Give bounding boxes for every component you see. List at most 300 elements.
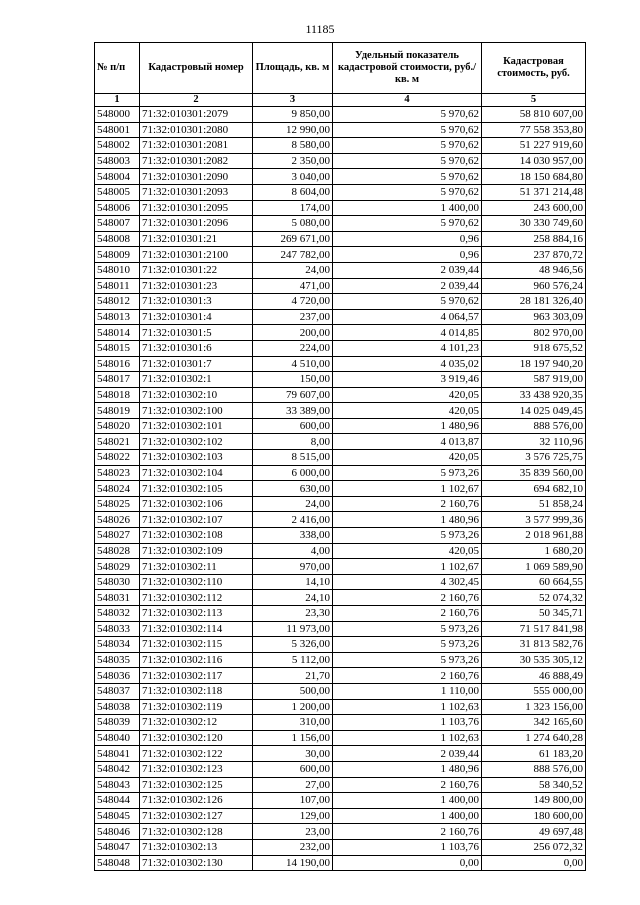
area-value: 11 973,00 <box>253 621 333 637</box>
cadastral-number: 71:32:010302:106 <box>140 496 253 512</box>
header-unit-value: Удельный показатель кадастровой стоимости, руб./кв. м <box>333 43 482 94</box>
row-number: 548019 <box>95 403 140 419</box>
row-number: 548039 <box>95 715 140 731</box>
unit-value: 4 064,57 <box>333 309 482 325</box>
table-row <box>95 200 586 216</box>
area-value: 310,00 <box>253 715 333 731</box>
row-number: 548026 <box>95 512 140 528</box>
cadastral-value: 51 858,24 <box>482 496 586 512</box>
unit-value: 5 973,26 <box>333 465 482 481</box>
table-row <box>95 169 586 185</box>
cadastral-number: 71:32:010302:100 <box>140 403 253 419</box>
table-row <box>95 247 586 263</box>
table-row <box>95 465 586 481</box>
cadastral-value: 48 946,56 <box>482 262 586 278</box>
cadastral-value: 802 970,00 <box>482 325 586 341</box>
unit-value: 2 160,76 <box>333 606 482 622</box>
area-value: 8,00 <box>253 434 333 450</box>
table-row <box>95 621 586 637</box>
cadastral-number: 71:32:010302:125 <box>140 777 253 793</box>
cadastral-value: 49 697,48 <box>482 824 586 840</box>
row-number: 548031 <box>95 590 140 606</box>
unit-value: 420,05 <box>333 387 482 403</box>
area-value: 107,00 <box>253 793 333 809</box>
cadastral-number: 71:32:010302:13 <box>140 839 253 855</box>
table-row <box>95 761 586 777</box>
table-row <box>95 606 586 622</box>
cadastral-value: 3 577 999,36 <box>482 512 586 528</box>
unit-value: 5 973,26 <box>333 528 482 544</box>
table-body <box>95 107 586 871</box>
cadastral-value: 18 150 684,80 <box>482 169 586 185</box>
table-row <box>95 652 586 668</box>
row-number: 548022 <box>95 450 140 466</box>
row-number: 548048 <box>95 855 140 871</box>
row-number: 548017 <box>95 372 140 388</box>
cadastral-value: 32 110,96 <box>482 434 586 450</box>
cadastral-table <box>94 42 586 871</box>
area-value: 2 350,00 <box>253 153 333 169</box>
table-row <box>95 481 586 497</box>
area-value: 24,00 <box>253 262 333 278</box>
table-row <box>95 559 586 575</box>
row-number: 548043 <box>95 777 140 793</box>
row-number: 548035 <box>95 652 140 668</box>
cadastral-number: 71:32:010301:6 <box>140 340 253 356</box>
area-value: 23,30 <box>253 606 333 622</box>
cadastral-value: 30 535 305,12 <box>482 652 586 668</box>
cadastral-number: 71:32:010301:2095 <box>140 200 253 216</box>
area-value: 247 782,00 <box>253 247 333 263</box>
area-value: 9 850,00 <box>253 107 333 123</box>
table-row <box>95 122 586 138</box>
cadastral-number: 71:32:010301:2081 <box>140 138 253 154</box>
unit-value: 5 970,62 <box>333 169 482 185</box>
table-row <box>95 808 586 824</box>
row-number: 548023 <box>95 465 140 481</box>
cadastral-number: 71:32:010301:2100 <box>140 247 253 263</box>
cadastral-value: 51 227 919,60 <box>482 138 586 154</box>
cadastral-number: 71:32:010301:23 <box>140 278 253 294</box>
cadastral-value: 18 197 940,20 <box>482 356 586 372</box>
area-value: 129,00 <box>253 808 333 824</box>
area-value: 600,00 <box>253 761 333 777</box>
cadastral-value: 960 576,24 <box>482 278 586 294</box>
table-row <box>95 683 586 699</box>
area-value: 24,00 <box>253 496 333 512</box>
cadastral-value: 258 884,16 <box>482 231 586 247</box>
area-value: 4 720,00 <box>253 294 333 310</box>
cadastral-number: 71:32:010302:130 <box>140 855 253 871</box>
unit-value: 5 970,62 <box>333 153 482 169</box>
table-row <box>95 278 586 294</box>
unit-value: 1 400,00 <box>333 793 482 809</box>
unit-value: 0,96 <box>333 231 482 247</box>
cadastral-number: 71:32:010302:119 <box>140 699 253 715</box>
table-row <box>95 746 586 762</box>
unit-value: 4 101,23 <box>333 340 482 356</box>
area-value: 224,00 <box>253 340 333 356</box>
cadastral-value: 694 682,10 <box>482 481 586 497</box>
row-number: 548010 <box>95 262 140 278</box>
table-row <box>95 403 586 419</box>
cadastral-number: 71:32:010302:109 <box>140 543 253 559</box>
unit-value: 2 160,76 <box>333 824 482 840</box>
row-number: 548028 <box>95 543 140 559</box>
unit-value: 2 039,44 <box>333 746 482 762</box>
cadastral-number: 71:32:010302:105 <box>140 481 253 497</box>
cadastral-number: 71:32:010302:104 <box>140 465 253 481</box>
cadastral-number: 71:32:010302:127 <box>140 808 253 824</box>
table-row <box>95 216 586 232</box>
cadastral-number: 71:32:010302:103 <box>140 450 253 466</box>
unit-value: 4 035,02 <box>333 356 482 372</box>
row-number: 548030 <box>95 574 140 590</box>
unit-value: 1 480,96 <box>333 761 482 777</box>
area-value: 8 604,00 <box>253 184 333 200</box>
unit-value: 1 103,76 <box>333 839 482 855</box>
row-number: 548027 <box>95 528 140 544</box>
cadastral-number: 71:32:010302:115 <box>140 637 253 653</box>
table-row <box>95 138 586 154</box>
column-number: 2 <box>140 94 253 107</box>
unit-value: 5 970,62 <box>333 184 482 200</box>
area-value: 30,00 <box>253 746 333 762</box>
cadastral-value: 14 030 957,00 <box>482 153 586 169</box>
row-number: 548033 <box>95 621 140 637</box>
cadastral-number: 71:32:010301:5 <box>140 325 253 341</box>
row-number: 548007 <box>95 216 140 232</box>
cadastral-number: 71:32:010302:112 <box>140 590 253 606</box>
cadastral-value: 3 576 725,75 <box>482 450 586 466</box>
row-number: 548047 <box>95 839 140 855</box>
header-row <box>95 43 586 94</box>
cadastral-value: 888 576,00 <box>482 418 586 434</box>
table-row <box>95 699 586 715</box>
table-row <box>95 387 586 403</box>
table-row <box>95 340 586 356</box>
area-value: 5 326,00 <box>253 637 333 653</box>
table-row <box>95 730 586 746</box>
row-number: 548001 <box>95 122 140 138</box>
area-value: 14,10 <box>253 574 333 590</box>
area-value: 8 515,00 <box>253 450 333 466</box>
cadastral-value: 33 438 920,35 <box>482 387 586 403</box>
row-number: 548004 <box>95 169 140 185</box>
table-row <box>95 668 586 684</box>
row-number: 548041 <box>95 746 140 762</box>
area-value: 5 080,00 <box>253 216 333 232</box>
row-number: 548006 <box>95 200 140 216</box>
table-row <box>95 262 586 278</box>
row-number: 548000 <box>95 107 140 123</box>
cadastral-number: 71:32:010302:110 <box>140 574 253 590</box>
cadastral-value: 1 323 156,00 <box>482 699 586 715</box>
cadastral-number: 71:32:010302:116 <box>140 652 253 668</box>
cadastral-value: 2 018 961,88 <box>482 528 586 544</box>
area-value: 4,00 <box>253 543 333 559</box>
cadastral-value: 180 600,00 <box>482 808 586 824</box>
cadastral-value: 30 330 749,60 <box>482 216 586 232</box>
area-value: 23,00 <box>253 824 333 840</box>
cadastral-number: 71:32:010302:113 <box>140 606 253 622</box>
unit-value: 1 102,63 <box>333 699 482 715</box>
unit-value: 5 970,62 <box>333 122 482 138</box>
table-row <box>95 356 586 372</box>
cadastral-value: 963 303,09 <box>482 309 586 325</box>
cadastral-value: 61 183,20 <box>482 746 586 762</box>
header-number: № п/п <box>95 43 140 94</box>
cadastral-number: 71:32:010301:4 <box>140 309 253 325</box>
column-number: 3 <box>253 94 333 107</box>
area-value: 21,70 <box>253 668 333 684</box>
table-row <box>95 590 586 606</box>
cadastral-number: 71:32:010302:10 <box>140 387 253 403</box>
cadastral-value: 71 517 841,98 <box>482 621 586 637</box>
table-row <box>95 309 586 325</box>
table-row <box>95 231 586 247</box>
unit-value: 2 160,76 <box>333 590 482 606</box>
area-value: 1 200,00 <box>253 699 333 715</box>
row-number: 548005 <box>95 184 140 200</box>
cadastral-number: 71:32:010302:123 <box>140 761 253 777</box>
cadastral-value: 243 600,00 <box>482 200 586 216</box>
cadastral-number: 71:32:010302:11 <box>140 559 253 575</box>
cadastral-value: 58 810 607,00 <box>482 107 586 123</box>
unit-value: 2 160,76 <box>333 496 482 512</box>
cadastral-value: 149 800,00 <box>482 793 586 809</box>
area-value: 174,00 <box>253 200 333 216</box>
area-value: 600,00 <box>253 418 333 434</box>
cadastral-number: 71:32:010301:21 <box>140 231 253 247</box>
unit-value: 2 160,76 <box>333 668 482 684</box>
unit-value: 5 970,62 <box>333 138 482 154</box>
unit-value: 2 039,44 <box>333 262 482 278</box>
cadastral-value: 1 274 640,28 <box>482 730 586 746</box>
area-value: 338,00 <box>253 528 333 544</box>
unit-value: 4 013,87 <box>333 434 482 450</box>
area-value: 6 000,00 <box>253 465 333 481</box>
area-value: 12 990,00 <box>253 122 333 138</box>
table-row <box>95 153 586 169</box>
unit-value: 1 400,00 <box>333 200 482 216</box>
cadastral-value: 50 345,71 <box>482 606 586 622</box>
table-row <box>95 777 586 793</box>
cadastral-number: 71:32:010301:2082 <box>140 153 253 169</box>
cadastral-value: 51 371 214,48 <box>482 184 586 200</box>
row-number: 548032 <box>95 606 140 622</box>
table-row <box>95 418 586 434</box>
unit-value: 2 039,44 <box>333 278 482 294</box>
column-number: 5 <box>482 94 586 107</box>
unit-value: 1 110,00 <box>333 683 482 699</box>
cadastral-number: 71:32:010302:108 <box>140 528 253 544</box>
row-number: 548036 <box>95 668 140 684</box>
row-number: 548040 <box>95 730 140 746</box>
cadastral-number: 71:32:010302:126 <box>140 793 253 809</box>
table-row <box>95 184 586 200</box>
cadastral-value: 35 839 560,00 <box>482 465 586 481</box>
cadastral-number: 71:32:010302:102 <box>140 434 253 450</box>
cadastral-value: 28 181 326,40 <box>482 294 586 310</box>
cadastral-value: 1 069 589,90 <box>482 559 586 575</box>
cadastral-value: 52 074,32 <box>482 590 586 606</box>
header-area: Площадь, кв. м <box>253 43 333 94</box>
row-number: 548011 <box>95 278 140 294</box>
unit-value: 1 102,67 <box>333 559 482 575</box>
table-row <box>95 574 586 590</box>
row-number: 548013 <box>95 309 140 325</box>
column-number: 1 <box>95 94 140 107</box>
table-row <box>95 855 586 871</box>
row-number: 548029 <box>95 559 140 575</box>
unit-value: 3 919,46 <box>333 372 482 388</box>
cadastral-number: 71:32:010301:7 <box>140 356 253 372</box>
table-row <box>95 294 586 310</box>
unit-value: 4 302,45 <box>333 574 482 590</box>
unit-value: 0,00 <box>333 855 482 871</box>
unit-value: 2 160,76 <box>333 777 482 793</box>
area-value: 150,00 <box>253 372 333 388</box>
cadastral-number: 71:32:010302:117 <box>140 668 253 684</box>
unit-value: 420,05 <box>333 403 482 419</box>
table-row <box>95 793 586 809</box>
cadastral-value: 555 000,00 <box>482 683 586 699</box>
area-value: 471,00 <box>253 278 333 294</box>
unit-value: 5 973,26 <box>333 652 482 668</box>
unit-value: 1 103,76 <box>333 715 482 731</box>
cadastral-number: 71:32:010301:2096 <box>140 216 253 232</box>
cadastral-number: 71:32:010301:2090 <box>140 169 253 185</box>
cadastral-value: 46 888,49 <box>482 668 586 684</box>
row-number: 548044 <box>95 793 140 809</box>
area-value: 237,00 <box>253 309 333 325</box>
row-number: 548003 <box>95 153 140 169</box>
row-number: 548037 <box>95 683 140 699</box>
table-row <box>95 528 586 544</box>
cadastral-value: 77 558 353,80 <box>482 122 586 138</box>
area-value: 33 389,00 <box>253 403 333 419</box>
area-value: 5 112,00 <box>253 652 333 668</box>
cadastral-number: 71:32:010301:3 <box>140 294 253 310</box>
area-value: 24,10 <box>253 590 333 606</box>
unit-value: 420,05 <box>333 543 482 559</box>
cadastral-value: 237 870,72 <box>482 247 586 263</box>
row-number: 548014 <box>95 325 140 341</box>
cadastral-value: 342 165,60 <box>482 715 586 731</box>
row-number: 548008 <box>95 231 140 247</box>
unit-value: 420,05 <box>333 450 482 466</box>
cadastral-value: 256 072,32 <box>482 839 586 855</box>
table-row <box>95 107 586 123</box>
table-row <box>95 637 586 653</box>
cadastral-number: 71:32:010302:120 <box>140 730 253 746</box>
table-row <box>95 512 586 528</box>
unit-value: 0,96 <box>333 247 482 263</box>
unit-value: 1 480,96 <box>333 418 482 434</box>
cadastral-value: 918 675,52 <box>482 340 586 356</box>
area-value: 1 156,00 <box>253 730 333 746</box>
area-value: 4 510,00 <box>253 356 333 372</box>
cadastral-value: 31 813 582,76 <box>482 637 586 653</box>
table-row <box>95 450 586 466</box>
row-number: 548002 <box>95 138 140 154</box>
column-number-row <box>95 94 586 107</box>
area-value: 970,00 <box>253 559 333 575</box>
unit-value: 1 102,63 <box>333 730 482 746</box>
area-value: 14 190,00 <box>253 855 333 871</box>
cadastral-value: 14 025 049,45 <box>482 403 586 419</box>
row-number: 548042 <box>95 761 140 777</box>
header-cadastral-number: Кадастровый номер <box>140 43 253 94</box>
row-number: 548038 <box>95 699 140 715</box>
table-row <box>95 715 586 731</box>
cadastral-number: 71:32:010302:128 <box>140 824 253 840</box>
header-cadastral-value: Кадастровая стоимость, руб. <box>482 43 586 94</box>
row-number: 548046 <box>95 824 140 840</box>
row-number: 548020 <box>95 418 140 434</box>
row-number: 548012 <box>95 294 140 310</box>
cadastral-value: 888 576,00 <box>482 761 586 777</box>
table-row <box>95 496 586 512</box>
cadastral-number: 71:32:010302:118 <box>140 683 253 699</box>
unit-value: 1 102,67 <box>333 481 482 497</box>
unit-value: 5 973,26 <box>333 637 482 653</box>
area-value: 8 580,00 <box>253 138 333 154</box>
row-number: 548009 <box>95 247 140 263</box>
cadastral-number: 71:32:010302:1 <box>140 372 253 388</box>
area-value: 2 416,00 <box>253 512 333 528</box>
area-value: 630,00 <box>253 481 333 497</box>
table-row <box>95 325 586 341</box>
row-number: 548018 <box>95 387 140 403</box>
table-row <box>95 372 586 388</box>
unit-value: 4 014,85 <box>333 325 482 341</box>
area-value: 200,00 <box>253 325 333 341</box>
unit-value: 5 970,62 <box>333 107 482 123</box>
row-number: 548015 <box>95 340 140 356</box>
cadastral-number: 71:32:010301:2080 <box>140 122 253 138</box>
row-number: 548045 <box>95 808 140 824</box>
cadastral-number: 71:32:010301:2093 <box>140 184 253 200</box>
table-row <box>95 839 586 855</box>
cadastral-value: 587 919,00 <box>482 372 586 388</box>
cadastral-value: 0,00 <box>482 855 586 871</box>
row-number: 548021 <box>95 434 140 450</box>
unit-value: 1 400,00 <box>333 808 482 824</box>
table-row <box>95 434 586 450</box>
cadastral-number: 71:32:010302:101 <box>140 418 253 434</box>
row-number: 548034 <box>95 637 140 653</box>
cadastral-number: 71:32:010301:22 <box>140 262 253 278</box>
row-number: 548024 <box>95 481 140 497</box>
cadastral-number: 71:32:010302:12 <box>140 715 253 731</box>
cadastral-number: 71:32:010302:122 <box>140 746 253 762</box>
page-number: 11185 <box>305 22 335 36</box>
area-value: 3 040,00 <box>253 169 333 185</box>
column-number: 4 <box>333 94 482 107</box>
unit-value: 5 970,62 <box>333 216 482 232</box>
row-number: 548025 <box>95 496 140 512</box>
table-row <box>95 824 586 840</box>
row-number: 548016 <box>95 356 140 372</box>
table-row <box>95 543 586 559</box>
area-value: 269 671,00 <box>253 231 333 247</box>
unit-value: 5 970,62 <box>333 294 482 310</box>
cadastral-value: 60 664,55 <box>482 574 586 590</box>
unit-value: 1 480,96 <box>333 512 482 528</box>
cadastral-number: 71:32:010302:114 <box>140 621 253 637</box>
